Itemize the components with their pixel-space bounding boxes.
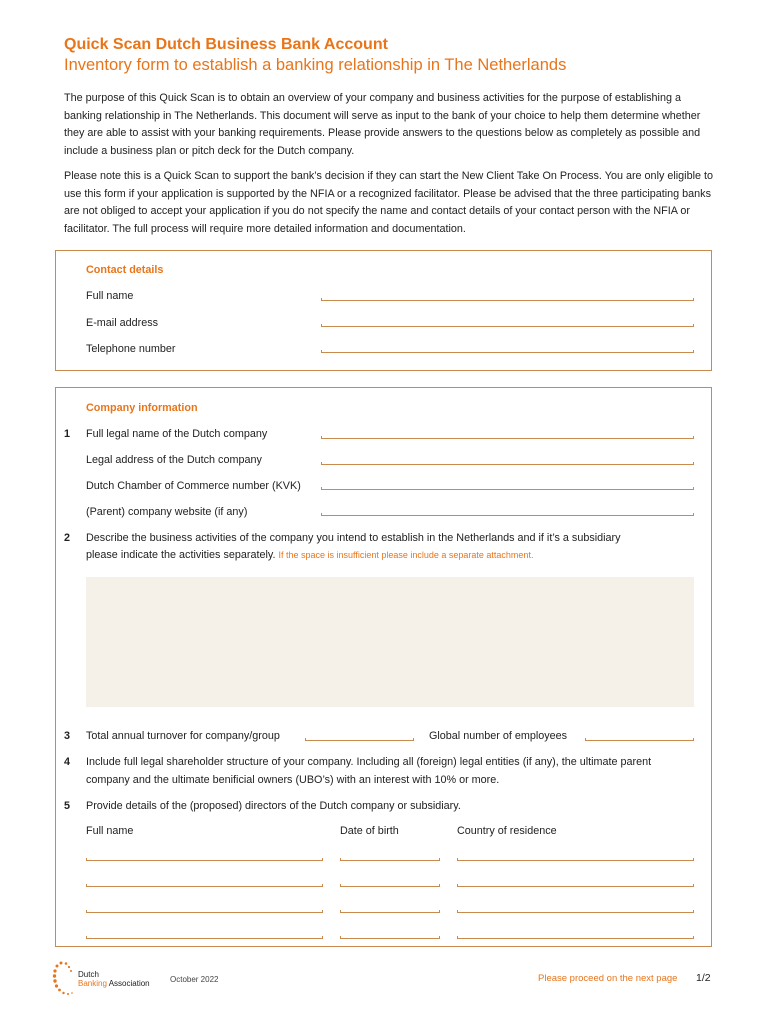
kvk-label: Dutch Chamber of Commerce number (KVK) bbox=[86, 480, 301, 492]
website-label: (Parent) company website (if any) bbox=[86, 506, 248, 518]
director-2-dob-field[interactable] bbox=[340, 886, 440, 887]
director-4-dob-field[interactable] bbox=[340, 938, 440, 939]
attachment-note: If the space is insufficient please include a separate attachment. bbox=[278, 550, 534, 560]
document-subtitle: Inventory form to establish a banking relationship in The Netherlands bbox=[64, 56, 567, 74]
director-2-country-field[interactable] bbox=[457, 886, 694, 887]
column-header-country: Country of residence bbox=[457, 825, 557, 837]
website-field[interactable] bbox=[321, 515, 694, 516]
email-label: E-mail address bbox=[86, 317, 159, 329]
activities-question-line-1: Describe the business activities of the company you intend to establish in the Netherlands and if it’s a subsidiary bbox=[86, 532, 621, 544]
legal-address-label: Legal address of the Dutch company bbox=[86, 454, 262, 466]
contact-section-title: Contact details bbox=[86, 264, 164, 276]
employees-label: Global number of employees bbox=[429, 730, 568, 742]
legal-address-field[interactable] bbox=[321, 464, 694, 465]
question-number-1: 1 bbox=[64, 428, 71, 440]
full-name-field[interactable] bbox=[321, 300, 694, 301]
document-title: Quick Scan Dutch Business Bank Account bbox=[64, 36, 388, 53]
column-header-date-of-birth: Date of birth bbox=[340, 825, 399, 837]
director-4-country-field[interactable] bbox=[457, 938, 694, 939]
directors-question: Provide details of the (proposed) directors of the Dutch company or subsidiary. bbox=[86, 800, 461, 812]
director-1-dob-field[interactable] bbox=[340, 860, 440, 861]
phone-label: Telephone number bbox=[86, 343, 176, 355]
phone-field[interactable] bbox=[321, 352, 694, 353]
shareholder-question-line-1: Include full legal shareholder structure of your company. Including all (foreign) legal entities (if any), the ultimate parent bbox=[86, 756, 652, 768]
email-field[interactable] bbox=[321, 326, 694, 327]
logo-text-dutch: Dutch bbox=[78, 970, 99, 979]
director-1-country-field[interactable] bbox=[457, 860, 694, 861]
question-number-3: 3 bbox=[64, 730, 71, 742]
employees-field[interactable] bbox=[585, 740, 694, 741]
turnover-field[interactable] bbox=[305, 740, 414, 741]
activities-question-line-2 bbox=[86, 549, 533, 561]
dba-logo-icon bbox=[52, 960, 78, 998]
activities-question-text: please indicate the activities separately. bbox=[86, 549, 276, 561]
director-3-name-field[interactable] bbox=[86, 912, 323, 913]
question-number-4: 4 bbox=[64, 756, 71, 768]
full-name-label: Full name bbox=[86, 290, 134, 302]
intro-paragraph-2: Please note this is a Quick Scan to support the bank’s decision if they can start the New Client Take On Process. You are only eligible to use this form if your application is supported by the NFIA or a recognized facilitator. Please be advised that the three participating banks are not obliged to accept your application if you do not specify the name and contact details of your contact person with the NFIA or facilitator. The full process will require more detailed information and documentation. bbox=[64, 170, 713, 235]
director-3-dob-field[interactable] bbox=[340, 912, 440, 913]
legal-name-label: Full legal name of the Dutch company bbox=[86, 428, 268, 440]
director-1-name-field[interactable] bbox=[86, 860, 323, 861]
question-number-2: 2 bbox=[64, 532, 71, 544]
logo-text-banking: Banking bbox=[78, 979, 107, 988]
footer-date: October 2022 bbox=[170, 975, 219, 984]
proceed-note: Please proceed on the next page bbox=[538, 973, 678, 984]
logo-text-association: Association bbox=[108, 979, 150, 988]
business-activities-textarea[interactable] bbox=[86, 577, 694, 707]
page-number: 1/2 bbox=[696, 972, 711, 984]
turnover-label: Total annual turnover for company/group bbox=[86, 730, 280, 742]
shareholder-question-line-2: company and the ultimate benificial owners (UBO’s) with an interest with 10% or more. bbox=[86, 774, 500, 786]
column-header-full-name: Full name bbox=[86, 825, 134, 837]
intro-paragraph-1: The purpose of this Quick Scan is to obtain an overview of your company and business activities for the purpose of establishing a banking relationship in The Netherlands. This document will serve as input to the bank of your choice to help them determine whether they are able to assist with your banking requirements. Please provide answers to the questions below as completely as possible and include a business plan or pitch deck for the Dutch company. bbox=[64, 92, 701, 157]
kvk-field[interactable] bbox=[321, 489, 694, 490]
director-2-name-field[interactable] bbox=[86, 886, 323, 887]
company-section-title: Company information bbox=[86, 402, 198, 414]
director-3-country-field[interactable] bbox=[457, 912, 694, 913]
legal-name-field[interactable] bbox=[321, 438, 694, 439]
director-4-name-field[interactable] bbox=[86, 938, 323, 939]
dba-logo bbox=[52, 960, 152, 1000]
question-number-5: 5 bbox=[64, 800, 71, 812]
